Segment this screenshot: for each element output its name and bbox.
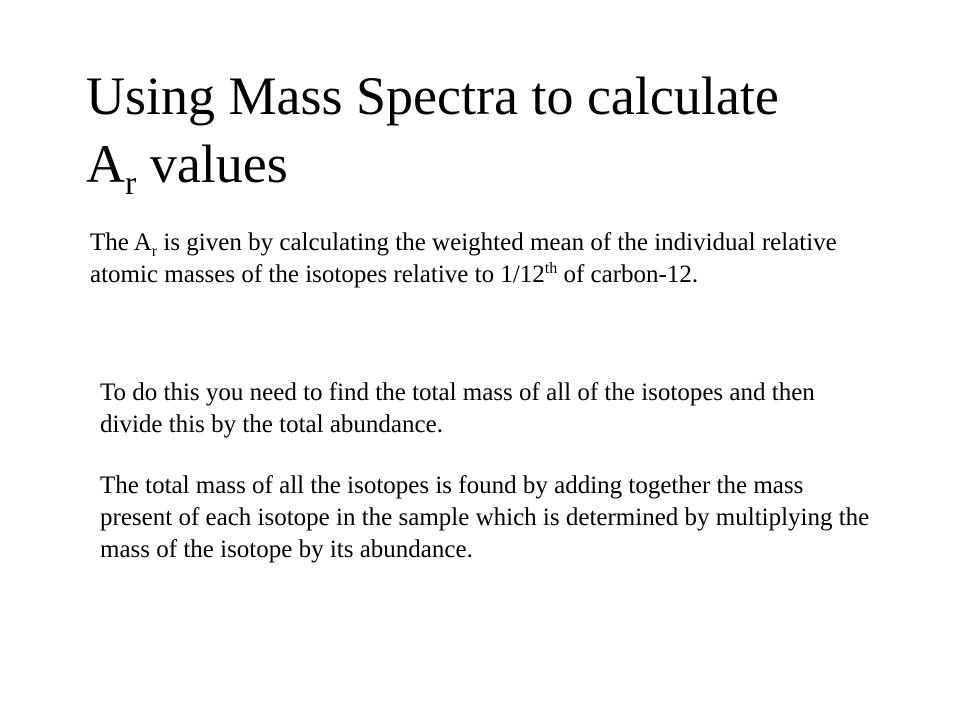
title-line-1: Using Mass Spectra to calculate	[86, 66, 779, 126]
title-ar-subscript: r	[125, 165, 137, 202]
definition-text-end: of carbon-12.	[557, 261, 699, 288]
slide-title	[86, 62, 906, 202]
definition-text-middle: is given by calculating the weighted mean of the individual relative atomic masses of the isotopes relative to 1/12	[90, 229, 837, 288]
method-paragraph: To do this you need to find the total mass of all of the isotopes and then divide this by the total abundance.	[100, 379, 815, 438]
definition-ar-subscript: r	[151, 243, 158, 260]
definition-paragraph	[90, 227, 870, 291]
definition-text-start: The A	[90, 229, 152, 256]
definition-th-superscript: th	[544, 260, 558, 277]
title-line-2-suffix: values	[136, 134, 288, 194]
total-mass-paragraph: The total mass of all the isotopes is found by adding together the mass present of each isotope in the sample which is determined by multiplying the mass of the isotope by its abundance.	[100, 472, 870, 563]
title-ar-symbol: A	[86, 134, 125, 194]
